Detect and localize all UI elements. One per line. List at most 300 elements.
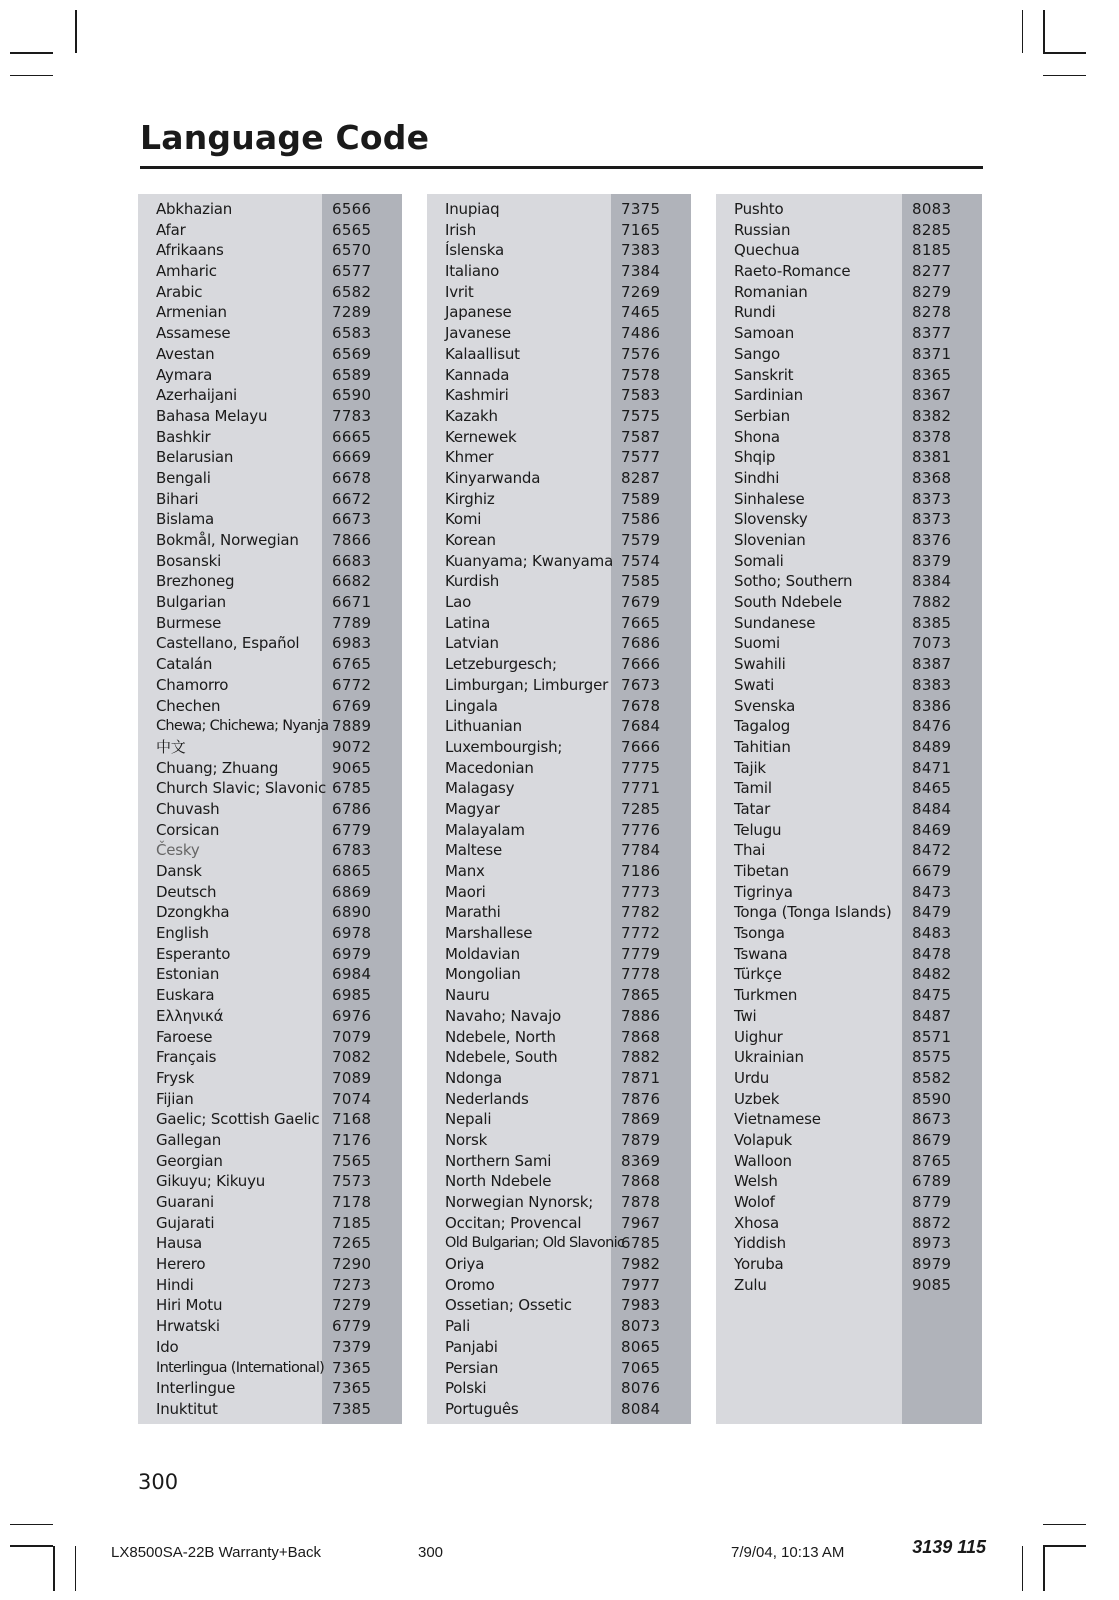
language-name: Zulu [734,1275,767,1294]
language-row [138,385,402,406]
language-name: Interlingua (International) [156,1359,325,1376]
language-name: Xhosa [734,1213,779,1232]
language-list [427,199,691,1420]
language-row [138,551,402,572]
footer-part-number: 3139 115 [912,1537,986,1557]
language-row [716,385,982,406]
language-code: 8373 [912,510,952,529]
language-code: 7486 [621,324,661,343]
language-name: Gikuyu; Kikuyu [156,1172,266,1191]
language-code: 7579 [621,531,661,549]
language-name: Shona [734,427,780,446]
language-name: Lithuanian [445,717,522,736]
language-row [716,571,982,592]
language-code: 7073 [912,634,952,653]
language-row [427,964,691,985]
language-row [427,220,691,241]
language-row [716,447,982,468]
crop-mark [1043,1524,1086,1525]
language-name: Kurdish [445,572,500,591]
language-name: Kernewek [445,427,517,446]
language-name: Ivrit [445,282,474,301]
language-code: 6583 [332,324,372,343]
language-code: 7575 [621,406,661,425]
language-code: 7589 [621,489,661,508]
language-row [716,1068,982,1089]
language-row [138,1171,402,1192]
language-name: Macedonian [445,758,534,777]
language-code: 8472 [912,841,952,860]
language-name: Gallegan [156,1130,221,1149]
language-row [138,240,402,261]
language-row [138,1399,402,1420]
language-name: Luxembourgish; [445,737,563,756]
language-name: Kinyarwanda [445,468,541,487]
language-row [138,509,402,530]
language-row [716,737,982,758]
language-row [716,923,982,944]
language-name: Interlingue [156,1379,236,1398]
language-code: 7889 [332,717,372,736]
language-name: Tigrinya [734,882,793,901]
language-name: Inuktitut [156,1399,218,1418]
language-code: 9072 [332,737,372,756]
language-code: 7178 [332,1193,372,1211]
language-code: 8076 [621,1379,661,1398]
language-name: Maori [445,882,486,901]
language-column-2 [427,194,691,1424]
language-row [427,758,691,779]
language-row [138,468,402,489]
language-code: 7666 [621,737,661,756]
language-name: Bosanski [156,551,222,570]
language-name: Brezhoneg [156,572,235,591]
crop-mark [10,1524,53,1525]
language-code: 8482 [912,965,952,984]
language-code: 8471 [912,758,952,777]
language-code: 6565 [332,220,372,239]
language-code: 8373 [912,489,952,508]
language-name: Mongolian [445,965,521,984]
language-code: 8673 [912,1110,952,1129]
language-name: 中文 [156,737,186,756]
language-name: Chewa; Chichewa; Nyanja [156,718,329,735]
language-code: 7673 [621,675,661,694]
language-name: Slovensky [734,510,808,529]
language-name: Panjabi [445,1337,498,1356]
language-row [138,985,402,1006]
language-name: Ndonga [445,1068,502,1087]
language-name: Twi [734,1006,757,1025]
language-row [427,571,691,592]
language-row [716,261,982,282]
language-code: 8489 [912,737,952,756]
language-name: Occitan; Provencal [445,1213,582,1232]
language-row [427,509,691,530]
language-code: 8383 [912,675,952,694]
language-name: Lingala [445,696,498,715]
language-row [427,882,691,903]
language-row [716,199,982,220]
language-code: 7285 [621,799,661,818]
language-name: Arabic [156,282,203,301]
language-code: 6673 [332,510,372,529]
language-name: Yiddish [734,1234,786,1253]
language-name: Vietnamese [734,1110,821,1129]
language-row [716,551,982,572]
language-name: Deutsch [156,882,217,901]
language-row [138,778,402,799]
language-row [138,199,402,220]
language-code: 7265 [332,1234,372,1253]
language-name: Ossetian; Ossetic [445,1296,572,1315]
language-code: 8465 [912,779,952,798]
language-code: 6869 [332,882,372,901]
language-code: 7375 [621,200,661,218]
language-code: 6682 [332,572,372,591]
language-row [716,344,982,365]
language-name: Estonian [156,965,220,984]
language-row [427,261,691,282]
language-code: 8083 [912,200,952,218]
language-name: Ndebele, South [445,1048,558,1067]
language-code: 7876 [621,1089,661,1108]
language-row [716,964,982,985]
language-name: Chuvash [156,799,220,818]
language-row [427,1233,691,1254]
language-name: Tsonga [734,924,785,943]
language-row [138,1047,402,1068]
language-row [427,1006,691,1027]
language-row [138,1027,402,1048]
language-code: 7977 [621,1275,661,1294]
language-name: Chuang; Zhuang [156,758,279,777]
language-row [427,551,691,572]
language-row [427,633,691,654]
language-row [716,758,982,779]
language-row [427,1254,691,1275]
language-name: Somali [734,551,784,570]
language-name: Svenska [734,696,796,715]
language-name: Quechua [734,241,800,260]
language-code: 6979 [332,944,372,963]
language-code: 6783 [332,841,372,860]
language-name: Komi [445,510,482,529]
language-name: Bihari [156,489,199,508]
language-code: 7879 [621,1130,661,1149]
language-code: 7273 [332,1275,372,1294]
language-name: Nederlands [445,1089,529,1108]
crop-mark [1043,75,1086,76]
language-code: 7565 [332,1151,372,1170]
language-row [138,882,402,903]
language-list [138,199,402,1420]
language-name: Ukrainian [734,1048,804,1067]
language-row [427,1316,691,1337]
language-code: 8185 [912,241,952,260]
language-row [427,1378,691,1399]
language-name: Kirghiz [445,489,495,508]
language-code: 7886 [621,1006,661,1025]
language-row [138,1378,402,1399]
language-code: 7982 [621,1255,661,1274]
language-code: 6779 [332,1317,372,1336]
language-row [716,1151,982,1172]
language-row [427,199,691,220]
language-code: 8279 [912,282,952,301]
crop-mark [75,10,77,53]
crop-mark [10,1545,53,1547]
language-row [138,799,402,820]
language-code: 8277 [912,262,952,281]
language-list [716,199,982,1295]
title-rule [140,166,983,169]
language-row [138,571,402,592]
language-code: 8386 [912,696,952,715]
language-name: Hausa [156,1234,202,1253]
language-name: Bulgarian [156,593,226,612]
language-row [138,944,402,965]
language-row [138,758,402,779]
language-name: Romanian [734,282,808,301]
language-name: Burmese [156,613,222,632]
language-name: English [156,924,209,943]
language-name: Kannada [445,365,510,384]
language-code: 7089 [332,1068,372,1087]
language-row [138,1192,402,1213]
language-code: 7065 [621,1358,661,1377]
language-row [716,468,982,489]
language-code: 8872 [912,1213,952,1232]
language-name: Frysk [156,1068,195,1087]
language-name: Marshallese [445,924,533,943]
language-row [138,447,402,468]
language-code: 8065 [621,1337,661,1356]
language-row [138,302,402,323]
language-name: Malagasy [445,779,515,798]
language-code: 8765 [912,1151,952,1170]
crop-mark [10,52,53,54]
language-name: Norwegian Nynorsk; [445,1193,594,1211]
language-code: 6765 [332,655,372,674]
language-code: 7782 [621,903,661,922]
language-name: Javanese [445,324,511,343]
language-code: 6566 [332,200,372,218]
language-code: 6890 [332,903,372,922]
language-row [716,489,982,510]
language-code: 8473 [912,882,952,901]
language-name: Norsk [445,1130,488,1149]
language-row [138,1109,402,1130]
language-name: Česky [156,841,200,860]
language-row [716,1089,982,1110]
language-row [716,1233,982,1254]
language-code: 6785 [332,779,372,798]
language-name: Nauru [445,986,490,1005]
language-code: 8285 [912,220,952,239]
language-row [138,1295,402,1316]
language-code: 8469 [912,820,952,839]
language-column-3 [716,194,982,1424]
language-row [716,240,982,261]
crop-mark [75,1546,76,1591]
language-name: Tahitian [734,737,791,756]
language-name: Hindi [156,1275,194,1294]
language-code: 7775 [621,758,661,777]
language-code: 7269 [621,282,661,301]
language-row [427,1089,691,1110]
language-name: Swati [734,675,775,694]
language-row [716,530,982,551]
crop-mark [10,75,53,76]
language-row [138,840,402,861]
language-name: Khmer [445,448,494,467]
language-code: 8979 [912,1255,952,1274]
language-name: Sinhalese [734,489,805,508]
language-code: 7878 [621,1193,661,1211]
language-code: 6984 [332,965,372,984]
language-row [716,902,982,923]
language-row [716,1109,982,1130]
language-name: Church Slavic; Slavonic [156,779,327,798]
language-code: 6769 [332,696,372,715]
language-row [138,923,402,944]
language-row [138,1151,402,1172]
language-row [716,716,982,737]
language-row [716,406,982,427]
language-code: 7587 [621,427,661,446]
language-name: Ndebele, North [445,1027,556,1046]
language-row [427,944,691,965]
language-code: 7573 [332,1172,372,1191]
language-row [138,1068,402,1089]
language-name: Faroese [156,1027,213,1046]
language-name: Welsh [734,1172,778,1191]
language-row [138,716,402,737]
language-code: 6679 [912,862,952,880]
language-code: 7384 [621,262,661,281]
language-name: Sotho; Southern [734,572,853,591]
language-code: 7776 [621,820,661,839]
language-name: Northern Sami [445,1151,552,1170]
language-code: 7865 [621,986,661,1005]
language-code: 7882 [912,593,952,612]
language-name: Letzeburgesch; [445,655,557,674]
language-name: Hiri Motu [156,1296,223,1315]
language-code: 8365 [912,365,952,384]
language-row [427,1027,691,1048]
footer-timestamp: 7/9/04, 10:13 AM [731,1544,845,1561]
language-code: 7379 [332,1337,372,1356]
language-name: Bislama [156,510,215,529]
language-row [716,1254,982,1275]
language-row [427,675,691,696]
language-name: Sanskrit [734,365,794,384]
language-row [427,985,691,1006]
language-name: Slovenian [734,531,806,549]
language-row [427,820,691,841]
language-name: Armenian [156,303,227,322]
language-row [427,344,691,365]
language-row [138,1006,402,1027]
language-code: 8483 [912,924,952,943]
language-code: 7082 [332,1048,372,1067]
language-name: Moldavian [445,944,520,963]
language-code: 7289 [332,303,372,322]
language-code: 8378 [912,427,952,446]
crop-mark [1043,10,1045,53]
language-name: Limburgan; Limburger [445,675,609,694]
footer-doc-id: LX8500SA-22B Warranty+Back [111,1544,321,1561]
language-code: 7385 [332,1399,372,1418]
language-name: Oromo [445,1275,495,1294]
language-code: 7868 [621,1027,661,1046]
language-name: Old Bulgarian; Old Slavonic [445,1235,625,1252]
language-name: Oriya [445,1255,485,1274]
language-name: Irish [445,220,477,239]
language-code: 8479 [912,903,952,922]
language-name: Pali [445,1317,471,1336]
language-name: Tatar [734,799,771,818]
language-code: 6779 [332,820,372,839]
language-row [138,820,402,841]
language-row [427,240,691,261]
language-name: Lao [445,593,472,612]
language-name: Volapuk [734,1130,792,1149]
language-code: 7678 [621,696,661,715]
language-row [427,1337,691,1358]
language-name: Afar [156,220,186,239]
language-row [138,365,402,386]
language-code: 8367 [912,386,952,405]
language-code: 6589 [332,365,372,384]
language-code: 9065 [332,758,372,777]
language-row [716,882,982,903]
language-row [427,654,691,675]
language-row [427,385,691,406]
language-row [716,427,982,448]
language-name: Assamese [156,324,231,343]
language-code: 6672 [332,489,372,508]
language-code: 7185 [332,1213,372,1232]
language-name: Ido [156,1337,179,1356]
language-code: 8369 [621,1151,661,1170]
language-code: 8476 [912,717,952,736]
language-code: 7079 [332,1027,372,1046]
language-code: 8379 [912,551,952,570]
language-code: 8384 [912,572,952,591]
language-row [716,509,982,530]
language-name: Castellano, Español [156,634,300,653]
language-row [138,427,402,448]
language-row [716,220,982,241]
language-code: 8478 [912,944,952,963]
language-name: Kazakh [445,406,498,425]
language-row [138,1213,402,1234]
language-row [716,654,982,675]
language-name: Sundanese [734,613,816,632]
language-code: 8385 [912,613,952,632]
language-code: 6590 [332,386,372,405]
language-row [138,592,402,613]
language-name: Telugu [734,820,782,839]
language-row [716,861,982,882]
language-code: 6669 [332,448,372,467]
language-name: Catalán [156,655,213,674]
language-name: Dzongkha [156,903,230,922]
language-code: 7666 [621,655,661,674]
language-code: 6865 [332,862,372,880]
